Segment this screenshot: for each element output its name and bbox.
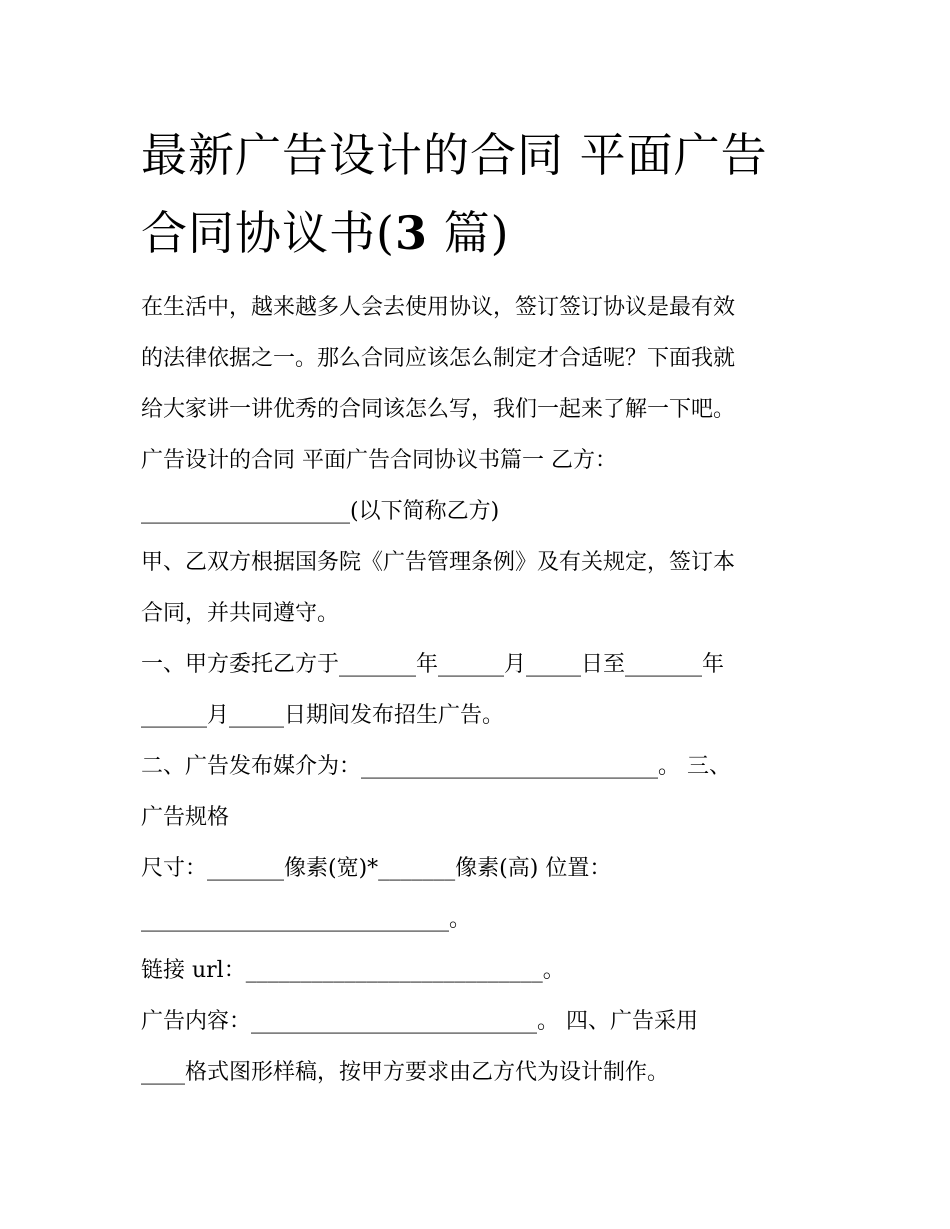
text-line: 合同，并共同遵守。 — [141, 601, 340, 626]
document-title — [141, 116, 821, 272]
title-article-count: 3 — [394, 206, 428, 260]
title-line-2 — [141, 194, 821, 272]
document-body — [141, 282, 821, 1098]
text-line: 在生活中，越来越多人会去使用协议，签订签订协议是最有效 — [141, 295, 736, 320]
text-line: 广告内容：__________________________。 四、广告采用 — [141, 1009, 698, 1034]
title-line-2-prefix: 合同协议书( — [141, 206, 395, 260]
text-line: 二、广告发布媒介为：___________________________。 三、 — [141, 754, 731, 779]
text-line: 广告规格 — [141, 805, 230, 830]
title-line-1: 最新广告设计的合同 平面广告 — [141, 128, 768, 182]
text-line: 链接 url：___________________________。 — [141, 958, 565, 983]
text-line: 的法律依据之一。那么合同应该怎么制定才合适呢？下面我就 — [141, 346, 736, 371]
text-line: 甲、乙双方根据国务院《广告管理条例》及有关规定，签订本 — [141, 550, 736, 575]
text-line: 广告设计的合同 平面广告合同协议书篇一 乙方： — [141, 448, 617, 473]
text-line: ___________________(以下简称乙方) — [141, 499, 500, 524]
text-line: 给大家讲一讲优秀的合同该怎么写，我们一起来了解一下吧。 — [141, 397, 736, 422]
text-line: 一、甲方委托乙方于_______年______月_____日至_______年 — [141, 652, 725, 677]
title-line-2-suffix: 篇) — [427, 206, 510, 260]
text-line: ____________________________。 — [141, 907, 472, 932]
text-line: ______月_____日期间发布招生广告。 — [141, 703, 505, 728]
text-line: 尺寸：_______像素(宽)*_______像素(高) 位置： — [141, 856, 612, 881]
text-line: ____格式图形样稿，按甲方要求由乙方代为设计制作。 — [141, 1060, 670, 1085]
document-page — [141, 116, 821, 1098]
